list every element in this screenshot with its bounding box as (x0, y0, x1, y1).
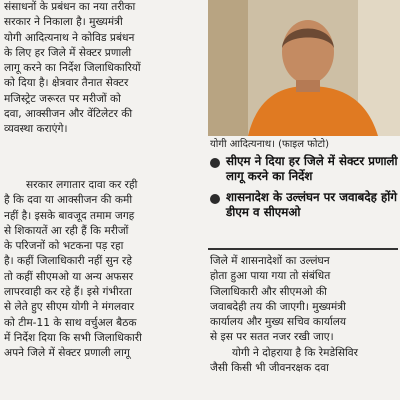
article-line: संसाधनों के प्रबंधन का नया तरीका (4, 1, 136, 13)
article-line: है। कहीं जिलाधिकारी नहीं सुन रहे (4, 255, 132, 268)
article-column-right-bottom (210, 254, 398, 376)
article-line: से इस पर सतत नजर रखी जाए। (210, 331, 334, 344)
highlight-box (208, 154, 400, 226)
article-line: है कि दवा या आक्सीजन की कमी (4, 194, 133, 207)
filled-circle-bullet-icon (210, 194, 220, 204)
article-line: को दिया है। क्षेत्रवार तैनात सेक्टर (4, 77, 129, 90)
article-line: व्यवस्था कराएंगे। (4, 123, 68, 136)
portrait-illustration (208, 0, 400, 136)
article-line: मजिस्ट्रेट जरूरत पर मरीजों को (4, 92, 121, 105)
article-line: के लिए हर जिले में सेक्टर प्रणाली (4, 46, 132, 59)
article-line: दवा, आक्सीजन और वेंटिलेटर की (4, 108, 133, 121)
highlight-item (208, 190, 400, 220)
article-line: से शिकायतें आ रही हैं कि मरीजों (4, 224, 129, 237)
article-line: अपने जिले में सेक्टर प्रणाली लागू (4, 347, 130, 360)
article-line: कार्यालय और मुख्य सचिव कार्यालय (210, 316, 347, 329)
article-line: में निर्देश दिया कि सभी जिलाधिकारी (4, 331, 142, 344)
article-line: जैसी किसी भी जीवनरक्षक दवा (210, 362, 329, 375)
article-column-left-bottom (4, 178, 202, 362)
article-line: लागू करने का निर्देश जिलाधिकारियों (4, 62, 141, 75)
article-line: जिले में शासनादेशों का उल्लंघन (210, 255, 330, 267)
article-line: जिलाधिकारी और सीएमओ की (210, 285, 327, 298)
article-line: को टीम-11 के साथ वर्चुअल बैठक (4, 316, 137, 329)
highlight-text: सीएम ने दिया हर जिले में सेक्टर प्रणाली लागू करने का निर्देश (226, 154, 398, 183)
highlight-item (208, 154, 400, 184)
section-divider (208, 248, 398, 250)
article-column-left-top (4, 0, 202, 138)
photo-caption: योगी आदित्यनाथ। (फाइल फोटो) (210, 139, 330, 150)
highlight-text: शासनादेश के उल्लंघन पर जवाबदेह होंगे डीएम व सीएमओ (226, 190, 397, 219)
article-line: योगी आदित्यनाथ ने कोविड प्रबंधन (4, 31, 135, 44)
article-line: होता हुआ पाया गया तो संबंधित (210, 270, 331, 283)
article-line: से लेते हुए सीएम योगी ने मंगलवार (4, 301, 135, 314)
article-line: जवाबदेही तय की जाएगी। मुख्यमंत्री (210, 300, 346, 313)
filled-circle-bullet-icon (210, 158, 220, 168)
article-line: योगी ने दोहराया है कि रेमडेसिविर (232, 346, 358, 359)
article-line: नहीं है। इसके बावजूद तमाम जगह (4, 209, 135, 222)
article-line: सरकार लगातार दावा कर रही (26, 179, 138, 191)
article-line: सरकार ने निकाला है। मुख्यमंत्री (4, 16, 123, 29)
article-line: तो कहीं सीएमओ या अन्य अफसर (4, 270, 134, 283)
article-line: लापरवाही कर रहे हैं। इसे गंभीरता (4, 286, 132, 299)
article-line: के परिजनों को भटकना पड़ रहा (4, 240, 124, 253)
article-photo (208, 0, 400, 136)
